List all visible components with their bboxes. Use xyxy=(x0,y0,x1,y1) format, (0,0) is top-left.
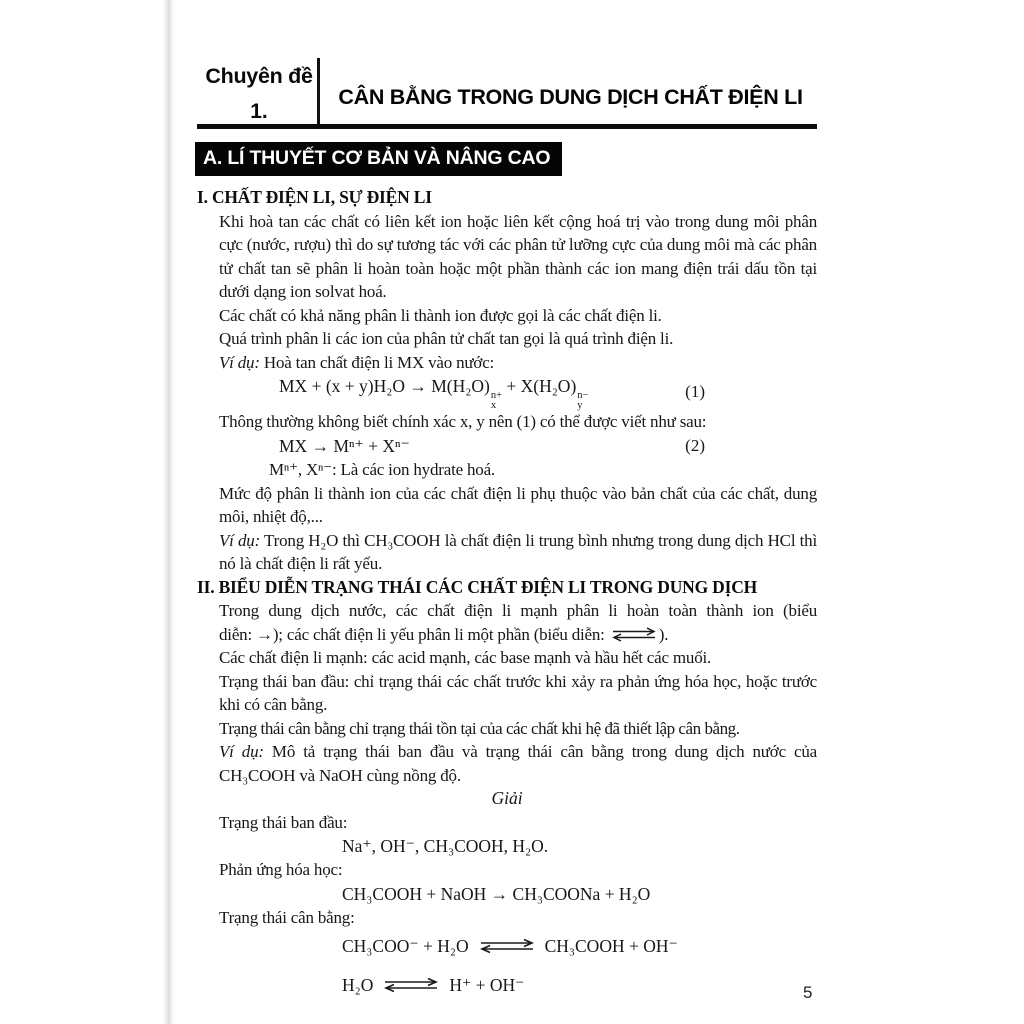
subscript: y xyxy=(577,399,583,411)
equation-number: (1) xyxy=(685,381,705,401)
chapter-label: Chuyên đề xyxy=(205,64,313,88)
species-list: Na⁺, OH⁻, CH₃COOH, H₂O. xyxy=(342,836,549,856)
paragraph: Mức độ phân li thành ion của các chất điện li phụ thuộc vào bản chất của các chất, dung môi, nhiệt độ,... xyxy=(219,483,817,526)
initial-state-label: Trạng thái ban đầu: xyxy=(219,812,348,832)
section-a-banner xyxy=(195,142,562,176)
paragraph: Các chất có khả năng phân li thành ion được gọi là các chất điện li. xyxy=(219,305,662,325)
example-3 xyxy=(219,740,817,787)
equilibrium-state-label: Trạng thái cân bằng: xyxy=(219,907,355,927)
paragraph-text: ). xyxy=(658,624,669,644)
header-divider xyxy=(317,58,320,125)
example-text: Hoà tan chất điện li MX vào nước: xyxy=(259,352,495,372)
superscript: n− xyxy=(577,390,589,401)
example-2 xyxy=(219,529,817,576)
equilibrium-arrow-icon xyxy=(611,627,657,642)
sub-sup-stack xyxy=(577,391,588,410)
paragraph-text: diễn: →); các chất điện li yếu phân li một phần (biểu diễn: xyxy=(219,624,609,644)
paragraph: Các chất điện li mạnh: các acid mạnh, các base mạnh và hầu hết các muối. xyxy=(219,648,712,667)
paragraph: Thông thường không biết chính xác x, y nên (1) có thể được viết như sau: xyxy=(219,412,707,431)
initial-state-species xyxy=(342,834,817,858)
equation-text: H₂O xyxy=(342,975,374,995)
sub-sup-stack xyxy=(491,391,502,410)
paragraph: Khi hoà tan các chất có liên kết ion hoặc liên kết cộng hoá trị vào trong dung môi phân cực (nước, rượu) thì do sự tương tác với các phân tử lưỡng cực của dung môi mà các phân tử chất tan sẽ phân li hoàn toàn hoặc một phần thành các ion mang điện trái dấu tồn tại dưới dạng ion solvat hoá. xyxy=(219,211,817,301)
reaction-label: Phản ứng hóa học: xyxy=(219,860,343,879)
equation-text: CH₃COOH + NaOH → CH₃COONa + H₂O xyxy=(342,883,651,904)
paragraph xyxy=(219,623,817,647)
equation-1-body xyxy=(279,374,588,410)
equation-text: CH₃COOH + OH⁻ xyxy=(544,936,678,956)
page-edge-shadow xyxy=(163,0,176,1024)
equation-1 xyxy=(279,374,817,410)
chapter-number: 1. xyxy=(250,100,268,123)
example-label: Ví dụ: xyxy=(219,742,264,761)
equilibrium-arrow-icon xyxy=(478,938,536,954)
equation-2-body: MX → Mⁿ⁺ + Xⁿ⁻ xyxy=(279,435,410,456)
paragraph: Quá trình phân li các ion của phân tử chất tan gọi là quá trình điện li. xyxy=(219,329,674,348)
paragraph: Trạng thái ban đầu: chỉ trạng thái các chất trước khi xảy ra phản ứng hóa học, hoặc trước khi có cân bằng. xyxy=(219,671,817,714)
subscript: x xyxy=(490,399,497,411)
example-label: Ví dụ: xyxy=(219,530,261,550)
paragraph: Trong dung dịch nước, các chất điện li mạnh phân li hoàn toàn thành ion (biểu xyxy=(219,601,817,620)
example-label: Ví dụ: xyxy=(219,352,260,372)
page-number: 5 xyxy=(803,983,813,1002)
header-rule xyxy=(197,124,817,129)
equilibrium-equation-2 xyxy=(342,973,817,997)
equation-text: H⁺ + OH⁻ xyxy=(449,975,525,995)
paragraph: Trạng thái cân bằng chỉ trạng thái tồn tại của các chất khi hệ đã thiết lập cân bằng. xyxy=(219,718,740,738)
equation-number: (2) xyxy=(685,435,705,455)
equation-text: + X(H₂O) xyxy=(501,376,577,396)
equation-2 xyxy=(279,434,817,459)
equilibrium-arrow-icon xyxy=(382,977,440,993)
equilibrium-equation-1 xyxy=(342,934,817,958)
equation-text: CH₃COO⁻ + H₂O xyxy=(342,936,469,956)
equation-text: MX + (x + y)H₂O → M(H₂O) xyxy=(279,376,490,396)
heading-section-ii: II. BIỂU DIỄN TRẠNG THÁI CÁC CHẤT ĐIỆN LI TRONG DUNG DỊCH xyxy=(197,576,758,597)
heading-section-i: I. CHẤT ĐIỆN LI, SỰ ĐIỆN LI xyxy=(197,187,432,207)
page-body xyxy=(197,186,817,997)
chapter-title: CÂN BẰNG TRONG DUNG DỊCH CHẤT ĐIỆN LI xyxy=(338,85,803,109)
example-text: Trong H₂O thì CH₃COOH là chất điện li trung bình nhưng trong dung dịch HCl thì nó là chất điện li rất yếu. xyxy=(219,530,817,573)
example-text: Mô tả trạng thái ban đầu và trạng thái cân bằng trong dung dịch nước của CH₃COOH và NaOH cùng nồng độ. xyxy=(219,742,817,785)
solution-label: Giải xyxy=(491,788,523,808)
ion-note: Mⁿ⁺, Xⁿ⁻: Là các ion hydrate hoá. xyxy=(269,460,495,479)
example-1 xyxy=(219,351,817,375)
reaction-equation xyxy=(342,882,817,906)
section-a-title: A. LÍ THUYẾT CƠ BẢN VÀ NÂNG CAO xyxy=(203,147,551,169)
superscript: n+ xyxy=(490,390,502,401)
